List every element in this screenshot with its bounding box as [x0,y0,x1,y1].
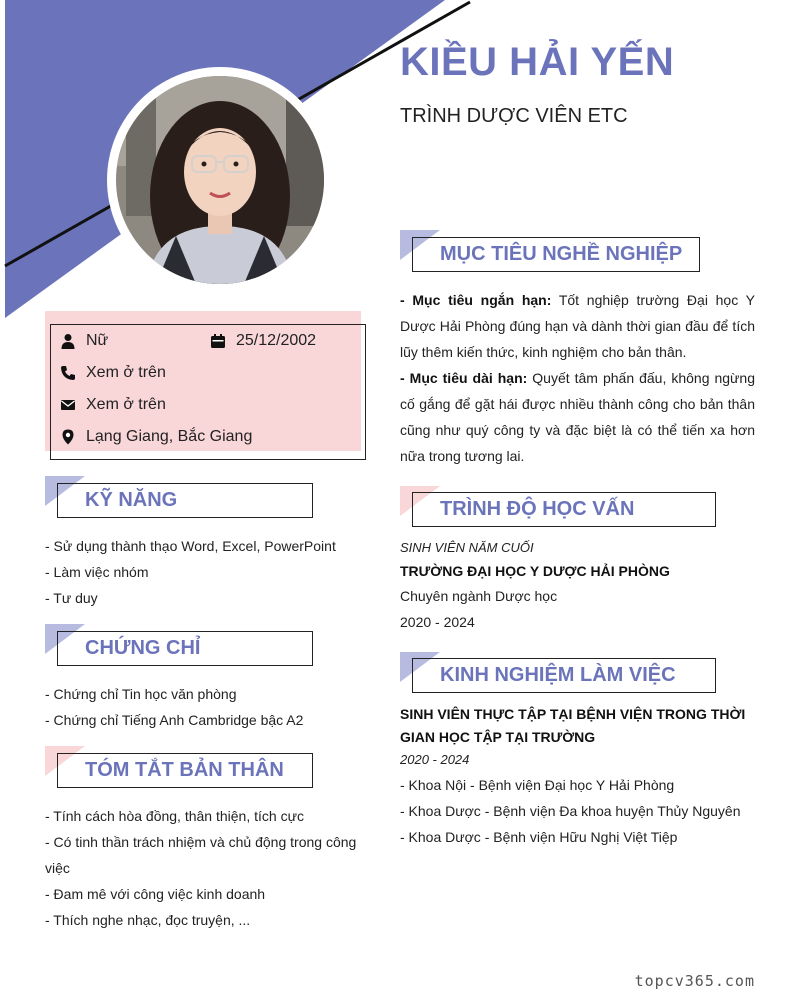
skill-item: - Tư duy [45,590,98,606]
skill-item: - Sử dụng thành thạo Word, Excel, PowerPoint [45,538,336,554]
profile-photo-frame [107,67,333,293]
person-icon [60,333,76,349]
education-status: SINH VIÊN NĂM CUỐI [400,540,534,555]
phone-value: Xem ở trên [86,364,166,381]
info-address [60,428,252,446]
experience-title: SINH VIÊN THỰC TẬP TẠI BỆNH VIỆN TRONG THỜI GIAN HỌC TẬP TẠI TRƯỜNG [400,706,746,745]
summary-heading: TÓM TẮT BẢN THÂN [57,753,313,788]
watermark: topcv365.com [634,972,755,990]
summary-item: - Đam mê với công việc kinh doanh [45,886,266,902]
certificate-item: - Chứng chỉ Tiếng Anh Cambridge bậc A2 [45,712,304,728]
summary-item: - Có tinh thần trách nhiệm và chủ động trong công [45,834,357,850]
phone-icon [60,365,76,381]
summary-item: - Thích nghe nhạc, đọc truyện, ... [45,912,251,928]
long-term-label: - Mục tiêu dài hạn: [400,370,528,386]
envelope-icon [60,397,76,413]
address-value: Lạng Giang, Bắc Giang [86,428,253,445]
education-school: TRƯỜNG ĐẠI HỌC Y DƯỢC HẢI PHÒNG [400,563,670,579]
candidate-name: KIỀU HẢI YẾN [400,40,675,84]
experience-item: - Khoa Dược - Bệnh viện Hữu Nghị Việt Tiệp [400,829,678,845]
objective-heading: MỤC TIÊU NGHỀ NGHIỆP [412,237,700,272]
long-term-text: Quyết tâm phấn đấu, không ngừng cố gắng để gặt hái được nhiều thành công cho bản thân cũng như quý công ty và đặc biệt là có thể tiến xa hơn nữa trong tương lai. [400,370,755,464]
experience-item: - Khoa Dược - Bệnh viện Đa khoa huyện Thủy Nguyên [400,803,741,819]
summary-item: - Tính cách hòa đồng, thân thiện, tích cực [45,808,304,824]
calendar-icon [210,333,226,349]
experience-heading: KINH NGHIỆM LÀM VIỆC [412,658,716,693]
info-phone [60,364,166,382]
education-period: 2020 - 2024 [400,614,475,630]
email-value: Xem ở trên [86,396,166,413]
certificates-heading: CHỨNG CHỈ [57,631,313,666]
objective-short-term [400,287,755,365]
skills-heading: KỸ NĂNG [57,483,313,518]
summary-item: việc [45,860,70,876]
gender-value: Nữ [86,332,109,349]
short-term-text: Tốt nghiệp trường Đại học Y Dược Hải Phòng đúng hạn và dành thời gian đầu để tích lũy thêm kiến thức, kinh nghiệm cho bản thân. [400,292,755,360]
job-title: TRÌNH DƯỢC VIÊN ETC [400,105,628,127]
experience-period: 2020 - 2024 [400,752,470,767]
certificate-item: - Chứng chỉ Tin học văn phòng [45,686,237,702]
objective-long-term [400,365,755,469]
info-gender [60,332,108,350]
birthday-value: 25/12/2002 [236,332,317,349]
info-email [60,396,166,414]
short-term-label: - Mục tiêu ngắn hạn: [400,292,552,308]
education-heading: TRÌNH ĐỘ HỌC VẤN [412,492,716,527]
education-major: Chuyên ngành Dược học [400,588,558,604]
experience-item: - Khoa Nội - Bệnh viện Đại học Y Hải Phòng [400,777,675,793]
location-pin-icon [60,429,76,445]
info-birthday [210,332,316,350]
avatar [116,76,324,284]
skill-item: - Làm việc nhóm [45,564,149,580]
